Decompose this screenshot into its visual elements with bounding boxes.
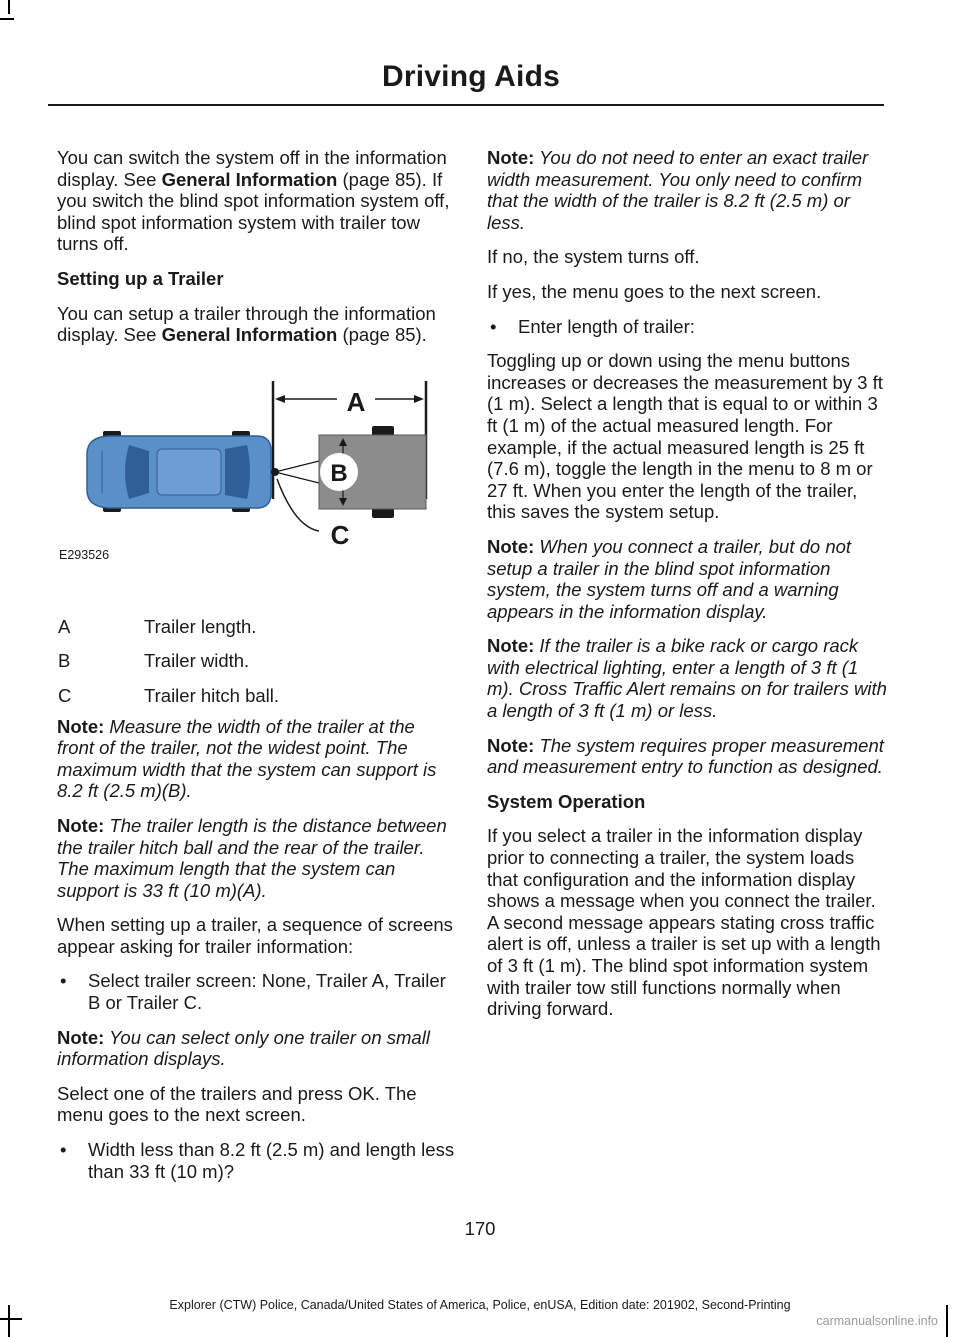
note-label: Note: [57,1026,105,1048]
note-label: Note: [57,814,105,836]
paragraph: When setting up a trailer, a sequence of screens appear asking for trailer information: [57,914,453,957]
paragraph: Toggling up or down using the menu buttons increases or decreases the measurement by 3 ft (1 m). Select a length that is equal to or within 3 ft (1 m) of the actual measured length. For example, if the actual measured length is 25 ft (7.6 m), toggle the length in the menu to 8 m or 27 ft. When you enter the length of the trailer, this saves the system setup. [487,350,883,523]
note-text: Measure the width of the trailer at the front of the trailer, not the widest point. The maximum width that the system can support is 8.2 ft (2.5 m)(B). [57,715,437,802]
note [487,147,887,233]
footer-edition-info: Explorer (CTW) Police, Canada/United States of America, Police, enUSA, Edition date: 201902, Second-Printing [169,1298,791,1312]
label-a: A [346,386,366,417]
note [487,735,887,778]
legend-key: C [58,684,72,706]
paragraph: If yes, the menu goes to the next screen. [487,280,822,302]
hitch-tongue [275,461,319,472]
paragraph: If you select a trailer in the information display prior to connecting a trailer, the system loads that configuration and the information display shows a message when you connect the trailer. A second message appears stating cross traffic alert is off, unless a trailer is set up with a length of 3 ft (1 m). The blind spot information system with trailer tow still functions normally when driving forward. [487,825,881,1020]
note-text: The trailer length is the distance between the trailer hitch ball and the rear of the trailer. The maximum length that the system can support is 33 ft (10 m)(A). [57,814,447,901]
legend-key: B [58,650,71,672]
legend-text: Trailer hitch ball. [144,684,280,706]
legend-row [57,685,455,707]
label-c: C [330,519,350,550]
cross-reference-link[interactable]: General Information [161,168,338,190]
bullet-marker: • [490,315,497,337]
arrowhead [414,395,424,403]
right-column [487,147,887,1033]
note [57,716,455,802]
legend-text: Trailer width. [144,650,250,672]
note [57,815,455,901]
roof [157,449,221,495]
bullet-text: Enter length of trailer: [518,315,695,337]
note-label: Note: [487,147,535,168]
bullet-item [487,316,887,338]
note [57,1027,455,1070]
legend-row [57,650,455,672]
page-number: 170 [464,1218,496,1239]
hitch-tongue [275,472,319,483]
crop-mark [0,1318,22,1320]
leader-line-c [277,479,319,531]
header-rule [48,104,884,106]
bullet-marker: • [60,970,67,992]
label-b: B [330,459,348,487]
watermark: carmanualsonline.info [816,1314,938,1328]
cross-reference-link[interactable]: General Information [161,324,338,346]
left-column [57,147,455,1195]
legend-text: Trailer length. [144,615,257,637]
paragraph: If no, the system turns off. [487,246,700,268]
note [487,635,887,721]
section-heading: Setting up a Trailer [57,267,224,289]
figure-id: E293526 [59,547,110,562]
crop-mark [8,0,10,14]
note-text: You can select only one trailer on small information displays. [57,1026,430,1070]
bullet-text: Select trailer screen: None, Trailer A, Trailer B or Trailer C. [88,970,446,1014]
crop-mark [0,18,14,20]
note-text: If the trailer is a bike rack or cargo rack with electrical lighting, enter a length of 3 ft (1 m). Cross Traffic Alert remains on for trailers with a length of 3 ft (1 m) or less. [487,635,887,722]
section-heading: System Operation [487,790,646,812]
page-header-title: Driving Aids [382,60,560,93]
windshield [125,445,149,499]
text: (page 85). [337,324,427,346]
bullet-item [57,1139,455,1182]
trailer-diagram [57,359,455,599]
note-label: Note: [487,535,535,557]
legend-key: A [58,615,71,637]
paragraph [57,147,455,255]
note-label: Note: [487,635,535,657]
note-label: Note: [57,715,105,737]
bullet-item [57,970,455,1013]
note-text: The system requires proper measurement and measurement entry to function as designed. [487,734,884,778]
legend-row [57,616,455,638]
note [487,536,887,622]
paragraph: Select one of the trailers and press OK. The menu goes to the next screen. [57,1082,417,1126]
trailer-diagram-svg [57,359,455,599]
arrowhead [275,395,285,403]
note-label: Note: [487,734,535,756]
bullet-text: Width less than 8.2 ft (2.5 m) and length less than 33 ft (10 m)? [88,1139,455,1182]
note-text: When you connect a trailer, but do not setup a trailer in the blind spot information system, the system turns off and a warning appears in the information display. [487,535,852,622]
rear-window [225,445,250,499]
note-text: You do not need to enter an exact trailer width measurement. You only need to confirm that the width of the trailer is 8.2 ft (2.5 m) or less. [487,147,869,233]
hitch-ball [271,468,279,476]
bullet-marker: • [60,1139,67,1161]
text: You can setup a trailer through the information display. See [57,302,436,346]
paragraph [57,303,455,346]
text: (page 85). If you switch the blind spot information system off, blind spot information system with trailer tow turns off. [57,168,450,255]
text: You can switch the system off in the information display. See [57,147,447,190]
vehicle [87,431,271,512]
